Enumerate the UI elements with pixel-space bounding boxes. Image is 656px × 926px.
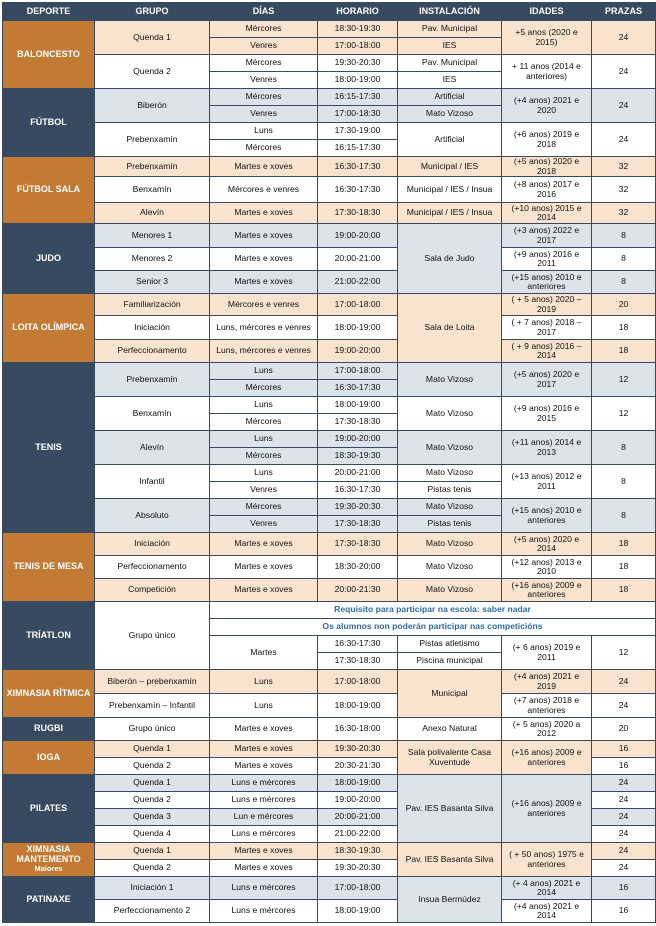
table-row (3, 123, 656, 140)
sport-ritmica: XIMNASIA RÍTMICA (3, 670, 95, 718)
table-row (3, 248, 656, 271)
time-cell: 20:00-21:00 (318, 248, 398, 271)
group-cell: Biberón – prebenxamín (95, 670, 210, 694)
places-cell: 24 (592, 694, 656, 718)
venue-cell: Mato Vizoso (398, 106, 502, 123)
ages-cell: (+4 anos) 2021 e 2020 (502, 89, 592, 123)
ages-cell: (+16 anos) 2009 e anteriores (502, 775, 592, 843)
time-cell: 16:30-17:30 (318, 157, 398, 177)
sport-patinaxe: PATINAXE (3, 877, 95, 923)
days-cell: Martes e xoves (210, 533, 318, 556)
schedule-table (2, 2, 656, 923)
ages-cell: (+4 anos) 2021 e 2014 (502, 900, 592, 923)
time-cell: 17:30-18:30 (318, 414, 398, 431)
ages-cell: (+5 anos) 2020 e 2017 (502, 363, 592, 397)
ages-cell: (+9 anos) 2016 e 2015 (502, 397, 592, 431)
time-cell: 16:30-17:30 (318, 380, 398, 397)
time-cell: 18:30-19:30 (318, 843, 398, 860)
places-cell: 8 (592, 224, 656, 248)
venue-cell: Pav. Municipal (398, 21, 502, 38)
time-cell: 17:00-18:00 (318, 294, 398, 316)
table-row (3, 670, 656, 694)
group-cell: Infantil (95, 465, 210, 499)
days-cell: Luns, mércores e venres (210, 316, 318, 340)
venue-cell: Municipal / IES (398, 157, 502, 177)
group-cell: Quenda 1 (95, 775, 210, 792)
header-grupo: GRUPO (95, 3, 210, 21)
days-cell: Martes e xoves (210, 741, 318, 758)
group-cell: Quenda 1 (95, 741, 210, 758)
table-row (3, 741, 656, 758)
venue-cell: Municipal / IES / Insua (398, 177, 502, 203)
places-cell: 24 (592, 21, 656, 55)
days-cell: Mércores e venres (210, 177, 318, 203)
days-cell: Martes e xoves (210, 248, 318, 271)
days-cell: Luns e mércores (210, 877, 318, 900)
group-cell: Prebenxamín (95, 363, 210, 397)
group-cell: Menores 2 (95, 248, 210, 271)
group-cell: Quenda 3 (95, 809, 210, 826)
table-row (3, 340, 656, 363)
venue-cell: Insua Bermúdez (398, 877, 502, 923)
table-row (3, 465, 656, 482)
places-cell: 20 (592, 718, 656, 741)
places-cell: 32 (592, 177, 656, 203)
group-cell: Biberón (95, 89, 210, 123)
group-cell: Perfeccionamento (95, 556, 210, 579)
sport-mantemento (3, 843, 95, 877)
ages-cell: ( + 9 anos) 2016 – 2014 (502, 340, 592, 363)
days-cell: Lun e mércores (210, 809, 318, 826)
ages-cell: (+5 anos) 2020 e 2014 (502, 533, 592, 556)
header-dias: DÍAS (210, 3, 318, 21)
table-row (3, 533, 656, 556)
time-cell: 16:30-17:30 (318, 482, 398, 499)
days-cell: Mércores (210, 89, 318, 106)
group-cell: Quenda 1 (95, 843, 210, 860)
table-row (3, 294, 656, 316)
venue-cell: Pav. IES Basanta Silva (398, 775, 502, 843)
header-prazas: PRAZAS (592, 3, 656, 21)
ages-cell: (+7 anos) 2018 e anteriores (502, 694, 592, 718)
ages-cell: (+6 anos) 2019 e 2018 (502, 123, 592, 157)
venue-cell: Mato Vizoso (398, 499, 502, 516)
venue-cell: Sala de Loita (398, 294, 502, 363)
venue-cell: Pistas tenis (398, 516, 502, 533)
sport-pilates: PILATES (3, 775, 95, 843)
group-cell: Grupo único (95, 718, 210, 741)
table-row (3, 718, 656, 741)
places-cell: 18 (592, 316, 656, 340)
days-cell: Martes e xoves (210, 556, 318, 579)
table-row (3, 556, 656, 579)
table-row (3, 363, 656, 380)
time-cell: 17:00-18:00 (318, 38, 398, 55)
days-cell: Venres (210, 72, 318, 89)
header-instalacion: INSTALACIÓN (398, 3, 502, 21)
places-cell: 18 (592, 340, 656, 363)
time-cell: 18:30-19:30 (318, 448, 398, 465)
group-cell: Quenda 4 (95, 826, 210, 843)
header-horario: HORARIO (318, 3, 398, 21)
venue-cell: Mato Vizoso (398, 579, 502, 602)
venue-cell: Mato Vizoso (398, 465, 502, 482)
venue-cell: Mato Vizoso (398, 363, 502, 397)
group-cell: Competición (95, 579, 210, 602)
group-cell: Quenda 2 (95, 860, 210, 877)
group-cell: Iniciación (95, 533, 210, 556)
sport-baloncesto: BALONCESTO (3, 21, 95, 89)
group-cell: Prebenxamín (95, 157, 210, 177)
days-cell: Luns e mércores (210, 775, 318, 792)
table-row (3, 775, 656, 792)
places-cell: 18 (592, 579, 656, 602)
sport-ioga: IOGA (3, 741, 95, 775)
ages-cell: (+16 anos) 2009 e anteriores (502, 741, 592, 775)
table-row (3, 271, 656, 294)
sport-judo: JUDO (3, 224, 95, 294)
venue-cell: Municipal (398, 670, 502, 718)
time-cell: 17:00-18:00 (318, 877, 398, 900)
places-cell: 12 (592, 636, 656, 670)
header-deporte: DEPORTE (3, 3, 95, 21)
group-cell: Quenda 2 (95, 55, 210, 89)
group-cell: Alevín (95, 431, 210, 465)
time-cell: 18:00-19:00 (318, 72, 398, 89)
ages-cell: (+15 anos) 2010 e anteriores (502, 499, 592, 533)
table-row (3, 499, 656, 516)
days-cell: Luns (210, 431, 318, 448)
time-cell: 19:30-20:30 (318, 499, 398, 516)
time-cell: 19:00-20:00 (318, 792, 398, 809)
days-cell: Luns (210, 670, 318, 694)
time-cell: 19:00-20:00 (318, 224, 398, 248)
days-cell: Martes e xoves (210, 758, 318, 775)
sport-mantemento-title: XIMNASIA MANTEMENTO (16, 844, 81, 864)
places-cell: 24 (592, 843, 656, 860)
table-row (3, 579, 656, 602)
time-cell: 18:30-19:30 (318, 21, 398, 38)
time-cell: 18:00-19:00 (318, 694, 398, 718)
group-cell: Iniciación 1 (95, 877, 210, 900)
ages-cell: (+ 5 anos) 2020 a 2012 (502, 718, 592, 741)
venue-cell: Pav. IES Basanta Silva (398, 843, 502, 877)
group-cell: Benxamín (95, 177, 210, 203)
places-cell: 12 (592, 397, 656, 431)
time-cell: 19:00-20:00 (318, 340, 398, 363)
sport-tenis-mesa: TENIS DE MESA (3, 533, 95, 602)
sport-futbol: FÚTBOL (3, 89, 95, 157)
days-cell: Luns (210, 363, 318, 380)
days-cell: Martes e xoves (210, 224, 318, 248)
time-cell: 20:00-21:30 (318, 579, 398, 602)
days-cell: Mércores (210, 414, 318, 431)
places-cell: 24 (592, 775, 656, 792)
days-cell: Luns (210, 465, 318, 482)
competition-note: Os alumnos non poderán participar nas competicións (210, 619, 656, 636)
group-cell: Quenda 2 (95, 758, 210, 775)
table-row (3, 89, 656, 106)
sport-tenis: TENIS (3, 363, 95, 533)
places-cell: 24 (592, 55, 656, 89)
table-row (3, 397, 656, 414)
time-cell: 17:30-19:00 (318, 123, 398, 140)
time-cell: 18:30-20:00 (318, 556, 398, 579)
venue-cell: Pav. Municipal (398, 55, 502, 72)
ages-cell: (+5 anos) 2020 e 2018 (502, 157, 592, 177)
venue-cell: Sala polivalente Casa Xuventude (398, 741, 502, 775)
venue-cell: Artificial (398, 123, 502, 157)
requirement-note: Requisito para participar na escola: saber nadar (210, 602, 656, 619)
time-cell: 20:30-21:30 (318, 758, 398, 775)
time-cell: 18:00-19:00 (318, 316, 398, 340)
ages-cell: (+13 anos) 2012 e 2011 (502, 465, 592, 499)
ages-cell: (+11 anos) 2014 e 2013 (502, 431, 592, 465)
venue-cell: IES (398, 38, 502, 55)
ages-cell: ( + 5 anos) 2020 – 2019 (502, 294, 592, 316)
ages-cell: (+9 anos) 2016 e 2011 (502, 248, 592, 271)
group-cell: Iniciación (95, 316, 210, 340)
table-row (3, 224, 656, 248)
ages-cell: (+8 anos) 2017 e 2016 (502, 177, 592, 203)
places-cell: 16 (592, 877, 656, 900)
group-cell: Perfeccionamento 2 (95, 900, 210, 923)
places-cell: 8 (592, 271, 656, 294)
ages-cell: (+12 anos) 2013 e 2010 (502, 556, 592, 579)
group-cell: Quenda 1 (95, 21, 210, 55)
days-cell: Mércores (210, 21, 318, 38)
venue-cell: Mato Vizoso (398, 533, 502, 556)
venue-cell: Mato Vizoso (398, 431, 502, 465)
table-row (3, 177, 656, 203)
table-row (3, 203, 656, 224)
group-cell: Prebenxamín (95, 123, 210, 157)
table-row (3, 602, 656, 619)
time-cell: 19:30-20:30 (318, 860, 398, 877)
sport-mantemento-subtitle: Maiores (34, 864, 63, 874)
time-cell: 16:30-17:30 (318, 636, 398, 653)
time-cell: 17:30-18:30 (318, 653, 398, 670)
days-cell: Venres (210, 482, 318, 499)
days-cell: Luns e mércores (210, 826, 318, 843)
places-cell: 8 (592, 431, 656, 465)
sport-triatlon: TRÍATLON (3, 602, 95, 670)
time-cell: 18:00-19:00 (318, 900, 398, 923)
time-cell: 16:30-18:00 (318, 718, 398, 741)
time-cell: 17:30-18:30 (318, 533, 398, 556)
ages-cell: (+10 anos) 2015 e 2014 (502, 203, 592, 224)
venue-cell: Sala de Judo (398, 224, 502, 294)
places-cell: 8 (592, 248, 656, 271)
places-cell: 32 (592, 203, 656, 224)
time-cell: 16:15-17:30 (318, 89, 398, 106)
places-cell: 24 (592, 123, 656, 157)
time-cell: 17:00-18:00 (318, 363, 398, 380)
venue-cell: Municipal / IES / Insua (398, 203, 502, 224)
days-cell: Martes e xoves (210, 718, 318, 741)
ages-cell: (+16 anos) 2009 e anteriores (502, 579, 592, 602)
table-row (3, 843, 656, 860)
days-cell: Luns e mércores (210, 792, 318, 809)
days-cell: Martes e xoves (210, 843, 318, 860)
time-cell: 17:00-18:00 (318, 670, 398, 694)
venue-cell: Pistas atletismo (398, 636, 502, 653)
places-cell: 24 (592, 809, 656, 826)
days-cell: Mércores e venres (210, 294, 318, 316)
table-row (3, 900, 656, 923)
venue-cell: Artificial (398, 89, 502, 106)
days-cell: Luns (210, 123, 318, 140)
ages-cell: (+ 6 anos) 2019 e 2011 (502, 636, 592, 670)
places-cell: 20 (592, 294, 656, 316)
days-cell: Martes e xoves (210, 860, 318, 877)
group-cell: Senior 3 (95, 271, 210, 294)
header-row (3, 3, 656, 21)
time-cell: 19:30-20:30 (318, 55, 398, 72)
group-cell: Perfeccionamento (95, 340, 210, 363)
group-cell: Menores 1 (95, 224, 210, 248)
places-cell: 18 (592, 533, 656, 556)
venue-cell: IES (398, 72, 502, 89)
table-row (3, 431, 656, 448)
days-cell: Martes e xoves (210, 579, 318, 602)
table-row (3, 694, 656, 718)
table-row (3, 316, 656, 340)
days-cell: Venres (210, 516, 318, 533)
time-cell: 17:30-18:30 (318, 516, 398, 533)
table-row (3, 55, 656, 72)
places-cell: 24 (592, 792, 656, 809)
group-cell: Grupo único (95, 602, 210, 670)
ages-cell: (+3 anos) 2022 e 2017 (502, 224, 592, 248)
ages-cell: + 11 anos (2014 e anteriores) (502, 55, 592, 89)
time-cell: 20:00-21:00 (318, 465, 398, 482)
days-cell: Martes (210, 636, 318, 670)
places-cell: 8 (592, 499, 656, 533)
places-cell: 24 (592, 89, 656, 123)
venue-cell: Piscina municipal (398, 653, 502, 670)
days-cell: Mércores (210, 380, 318, 397)
time-cell: 17:30-18:30 (318, 203, 398, 224)
days-cell: Martes e xoves (210, 203, 318, 224)
days-cell: Luns e mércores (210, 900, 318, 923)
places-cell: 16 (592, 758, 656, 775)
places-cell: 24 (592, 670, 656, 694)
time-cell: 19:00-20:00 (318, 431, 398, 448)
ages-cell: ( + 50 anos) 1975 e anteriores (502, 843, 592, 877)
ages-cell: +5 anos (2020 e 2015) (502, 21, 592, 55)
places-cell: 32 (592, 157, 656, 177)
time-cell: 20:00-21:00 (318, 809, 398, 826)
venue-cell: Mato Vizoso (398, 397, 502, 431)
group-cell: Quenda 2 (95, 792, 210, 809)
group-cell: Absoluto (95, 499, 210, 533)
ages-cell: (+ 4 anos) 2021 e 2014 (502, 877, 592, 900)
venue-cell: Mato Vizoso (398, 556, 502, 579)
time-cell: 21:00-22:00 (318, 826, 398, 843)
places-cell: 24 (592, 860, 656, 877)
table-row (3, 21, 656, 38)
group-cell: Familiarización (95, 294, 210, 316)
sport-futbol-sala: FÚTBOL SALA (3, 157, 95, 224)
time-cell: 18:00-19:00 (318, 775, 398, 792)
ages-cell: ( + 7 anos) 2018 – 2017 (502, 316, 592, 340)
ages-cell: (+15 anos) 2010 e anteriores (502, 271, 592, 294)
days-cell: Venres (210, 106, 318, 123)
places-cell: 18 (592, 556, 656, 579)
venue-cell: Pistas tenis (398, 482, 502, 499)
places-cell: 16 (592, 900, 656, 923)
time-cell: 17:00-18:30 (318, 106, 398, 123)
table-row (3, 157, 656, 177)
days-cell: Luns (210, 694, 318, 718)
group-cell: Benxamín (95, 397, 210, 431)
days-cell: Luns (210, 397, 318, 414)
days-cell: Venres (210, 38, 318, 55)
places-cell: 24 (592, 826, 656, 843)
places-cell: 16 (592, 741, 656, 758)
group-cell: Alevín (95, 203, 210, 224)
sport-loita: LOITA OLÍMPICA (3, 294, 95, 363)
places-cell: 12 (592, 363, 656, 397)
days-cell: Mércores (210, 140, 318, 157)
table-row (3, 877, 656, 900)
venue-cell: Anexo Natural (398, 718, 502, 741)
ages-cell: (+4 anos) 2021 e 2019 (502, 670, 592, 694)
days-cell: Mércores (210, 499, 318, 516)
time-cell: 16:30-17:30 (318, 177, 398, 203)
days-cell: Luns, mércores e venres (210, 340, 318, 363)
places-cell: 8 (592, 465, 656, 499)
group-cell: Prebenxamín – Infantil (95, 694, 210, 718)
days-cell: Martes e xoves (210, 157, 318, 177)
time-cell: 19:30-20:30 (318, 741, 398, 758)
header-idades: IDADES (502, 3, 592, 21)
sport-rugbi: RUGBI (3, 718, 95, 741)
days-cell: Mércores (210, 448, 318, 465)
time-cell: 18:00-19:00 (318, 397, 398, 414)
days-cell: Martes e xoves (210, 271, 318, 294)
time-cell: 21:00-22:00 (318, 271, 398, 294)
time-cell: 16:15-17:30 (318, 140, 398, 157)
days-cell: Mércores (210, 55, 318, 72)
